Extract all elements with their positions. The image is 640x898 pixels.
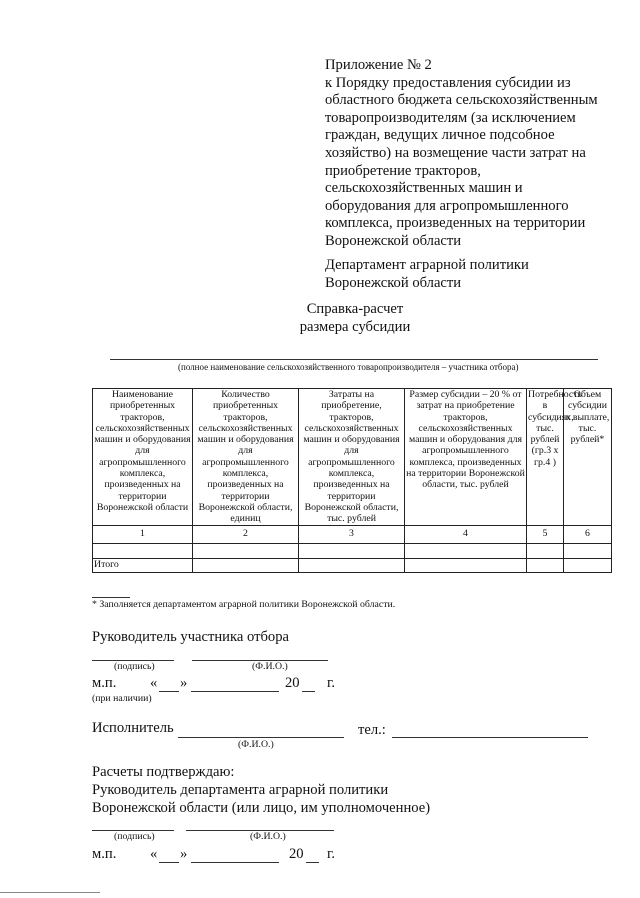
producer-name-caption: (полное наименование сельскохозяйственного товаропроизводителя – участника отбора): [178, 362, 519, 372]
appendix-line: приобретение тракторов,: [325, 162, 481, 179]
appendix-line: оборудования для агропромышленного: [325, 197, 569, 214]
head-signature-caption: (подпись): [114, 661, 155, 672]
footnote: * Заполняется департаментом аграрной политики Воронежской области.: [92, 599, 396, 610]
confirm-year-suffix: г.: [327, 846, 335, 862]
column-number: 4: [405, 525, 527, 543]
total-label: Итого: [93, 558, 193, 572]
table-cell[interactable]: [564, 543, 612, 558]
appendix-line: областного бюджета сельскохозяйственным: [325, 92, 598, 109]
executor-fio-caption: (Ф.И.О.): [238, 739, 274, 750]
appendix-line: сельскохозяйственных машин и: [325, 180, 523, 197]
table-header-cell: Наименование приобретенных тракторов, сельскохозяйственных машин и оборудования для агропромышленного комплекса, произведенных на территории Воронежской области: [93, 389, 193, 526]
appendix-line: Приложение № 2: [325, 57, 432, 73]
table-column-numbers-row: [93, 525, 612, 543]
appendix-line: комплекса, произведенных на территории: [325, 215, 586, 232]
confirm-date-open-quote: «: [150, 846, 158, 862]
phone-label: тел.:: [358, 722, 386, 738]
column-number: 3: [299, 525, 405, 543]
head-stamp-label: м.п.: [92, 675, 117, 691]
table-header-cell: Затраты на приобретение, тракторов, сельскохозяйственных машин и оборудования для агропромышленного комплекса, произведенных на территории Воронежской области, тыс. рублей: [299, 389, 405, 526]
subsidy-table: [92, 388, 612, 573]
executor-fio-line[interactable]: [178, 737, 344, 738]
appendix-line: хозяйство) на возмещение части затрат на: [325, 144, 586, 161]
confirm-date-close-quote: »: [180, 846, 188, 862]
document-title: [250, 300, 460, 336]
table-cell[interactable]: [193, 543, 299, 558]
department-addressee: [325, 257, 529, 292]
table-cell[interactable]: [193, 558, 299, 572]
table-cell[interactable]: [527, 543, 564, 558]
table-header-row: [93, 389, 612, 526]
title-line-2: размера субсидии: [299, 319, 411, 335]
confirm-signature-caption: (подпись): [114, 831, 155, 842]
department-line: Департамент аграрной политики: [325, 257, 529, 273]
page-edge-line: [0, 892, 100, 893]
head-date-open-quote: «: [150, 675, 158, 691]
appendix-line: товаропроизводителям (за исключением: [325, 109, 576, 126]
appendix-line: Воронежской области: [325, 232, 462, 249]
column-number: 5: [527, 525, 564, 543]
executor-label: Исполнитель: [92, 720, 174, 736]
confirm-line: Расчеты подтверждаю:: [92, 764, 235, 780]
confirm-fio-caption: (Ф.И.О.): [250, 831, 286, 842]
footnote-separator: [92, 597, 130, 598]
appendix-header: [325, 57, 625, 251]
table-cell[interactable]: [299, 558, 405, 572]
producer-name-line[interactable]: [110, 359, 598, 360]
head-heading: Руководитель участника отбора: [92, 629, 289, 645]
confirm-month-line[interactable]: [191, 862, 279, 863]
head-stamp-note: (при наличии): [92, 693, 152, 704]
head-day-line[interactable]: [159, 691, 179, 692]
table-header-cell: Объем субсидии к выплате, тыс. рублей*: [564, 389, 612, 526]
confirm-line: Воронежской области (или лицо, им уполномоченное): [92, 800, 431, 816]
table-cell[interactable]: [405, 558, 527, 572]
confirm-year-line[interactable]: [306, 862, 319, 863]
confirm-day-line[interactable]: [159, 862, 179, 863]
column-number: 6: [564, 525, 612, 543]
table-row: [93, 543, 612, 558]
table-header-cell: Количество приобретенных тракторов, сельскохозяйственных машин и оборудования для агропромышленного комплекса, произведенных на территории Воронежской области, единиц: [193, 389, 299, 526]
table-cell[interactable]: [299, 543, 405, 558]
title-line-1: Справка-расчет: [306, 301, 404, 317]
head-fio-caption: (Ф.И.О.): [252, 661, 288, 672]
appendix-line: граждан, ведущих личное подсобное: [325, 127, 555, 144]
confirm-line: Руководитель департамента аграрной политики: [92, 782, 389, 798]
head-date-close-quote: »: [180, 675, 188, 691]
confirm-stamp-label: м.п.: [92, 846, 117, 862]
table-cell[interactable]: [405, 543, 527, 558]
table-cell[interactable]: [527, 558, 564, 572]
column-number: 2: [193, 525, 299, 543]
table-cell[interactable]: [564, 558, 612, 572]
table-cell[interactable]: [93, 543, 193, 558]
head-year-suffix: г.: [327, 675, 335, 691]
table-total-row: [93, 558, 612, 572]
head-year-line[interactable]: [302, 691, 315, 692]
head-month-line[interactable]: [191, 691, 279, 692]
table-header-cell: Потребность в субсидиях, тыс. рублей (гр.3 х гр.4 ): [527, 389, 564, 526]
appendix-line: к Порядку предоставления субсидии из: [325, 74, 571, 91]
confirm-year-prefix: 20: [289, 846, 304, 862]
column-number: 1: [93, 525, 193, 543]
table-header-cell: Размер субсидии – 20 % от затрат на приобретение тракторов, сельскохозяйственных машин и оборудования для агропромышленного комплекса, произведенных на территории Воронежской области, тыс. рублей: [405, 389, 527, 526]
department-line: Воронежской области: [325, 274, 462, 291]
head-year-prefix: 20: [285, 675, 300, 691]
phone-line[interactable]: [392, 737, 588, 738]
